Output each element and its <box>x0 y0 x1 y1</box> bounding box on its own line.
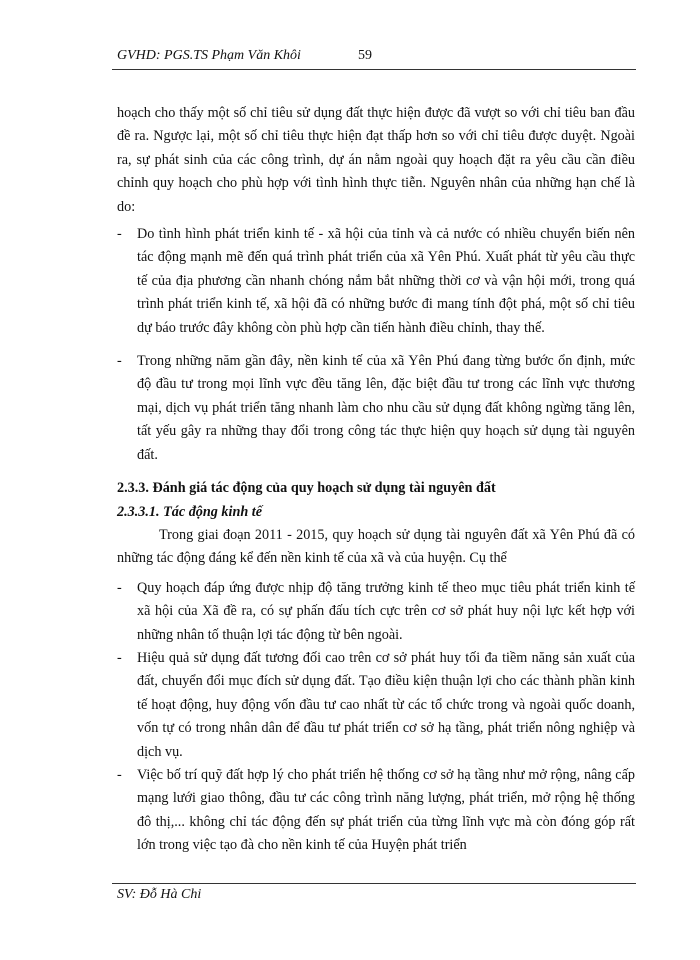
subsection-intro: Trong giai đoạn 2011 - 2015, quy hoạch sử dụng tài nguyên đất xã Yên Phú đã có những tác động đáng kể đến nền kinh tế của xã và của huyện. Cụ thể <box>117 526 635 567</box>
impact-text: Hiệu quả sử dụng đất tương đối cao trên cơ sở phát huy tối đa tiềm năng sản xuất của đất, chuyển đổi mục đích sử dụng đất. Tạo điều kiện thuận lợi cho các thành phần kinh tế hoạt động, huy động vốn đầu tư cao nhất từ các tổ chức trong và ngoài quốc doanh, vốn tự có trong nhân dân để đầu tư phát triển cơ sở hạ tầng, phát triển nông nghiệp và dịch vụ. <box>137 649 635 760</box>
page-body <box>117 102 635 858</box>
bullet-dash: - <box>117 649 122 666</box>
bullet-dash: - <box>117 226 122 243</box>
bullet-dash: - <box>117 766 122 783</box>
subsection-heading: 2.3.3.1. Tác động kinh tế <box>117 503 263 520</box>
cause-item <box>117 223 635 340</box>
cause-text: Trong những năm gần đây, nền kinh tế của xã Yên Phú đang từng bước ổn định, mức độ đầu tư trong mọi lĩnh vực đều tăng lên, đặc biệt đầu tư trong các lĩnh vực thương mại, dịch vụ phát triển tăng nhanh làm cho nhu cầu sử dụng đất không ngừng tăng lên, tất yếu gây ra những thay đổi trong công tác thực hiện quy hoạch sử dụng tài nguyên đất. <box>137 353 635 463</box>
impact-item <box>117 764 635 858</box>
header-divider <box>112 69 636 70</box>
intro-paragraph: hoạch cho thấy một số chỉ tiêu sử dụng đất thực hiện được đã vượt so với chỉ tiêu ban đầu đề ra. Ngược lại, một số chỉ tiêu thực hiện đạt thấp hơn so với chỉ tiêu được duyệt. Ngoài ra, sự phát sinh của các công trình, dự án nằm ngoài quy hoạch đặt ra yêu cầu cần điều chỉnh quy hoạch cho phù hợp với tình hình thực tiễn. Nguyên nhân của những hạn chế là do: <box>117 105 635 215</box>
page-header <box>112 48 636 68</box>
bullet-dash: - <box>117 579 122 596</box>
impact-item <box>117 647 635 764</box>
cause-item <box>117 350 635 467</box>
student-name: SV: Đỗ Hà Chi <box>117 887 202 902</box>
section-heading: 2.3.3. Đánh giá tác động của quy hoạch sử dụng tài nguyên đất <box>117 480 496 497</box>
bullet-dash: - <box>117 353 122 370</box>
page-number: 59 <box>358 48 372 63</box>
advisor-name: GVHD: PGS.TS Phạm Văn Khôi <box>117 48 301 63</box>
impact-text: Việc bố trí quỹ đất hợp lý cho phát triển hệ thống cơ sở hạ tầng như mở rộng, nâng cấp mạng lưới giao thông, đầu tư các công trình năng lượng, phát triển, mở rộng hệ thống đô thị,... không chỉ tác động đến sự phát triển của từng lĩnh vực mà còn đóng góp rất lớn trong việc tạo đà cho nền kinh tế của Huyện phát triển <box>137 766 635 854</box>
impact-text: Quy hoạch đáp ứng được nhịp độ tăng trưởng kinh tế theo mục tiêu phát triển kinh tế xã hội của Xã đề ra, có sự phấn đấu tích cực trên cơ sở phát huy nội lực kết hợp với những nhân tố thuận lợi tác động từ bên ngoài. <box>137 579 635 643</box>
impact-item <box>117 577 635 647</box>
footer-divider <box>112 883 636 884</box>
cause-text: Do tình hình phát triển kinh tế - xã hội của tỉnh và cả nước có nhiều chuyển biến nên tác động mạnh mẽ đến quá trình phát triển của xã Yên Phú. Xuất phát từ yêu cầu thực tế của địa phương cần nhanh chóng nắm bắt những thời cơ và vận hội mới, trong quá trình phát triển kinh tế, xã hội đã có những bước đi mang tính đột phá, một số chỉ tiêu dự báo trước đây không còn phù hợp cần tiến hành điều chỉnh, thay thế. <box>137 226 635 336</box>
